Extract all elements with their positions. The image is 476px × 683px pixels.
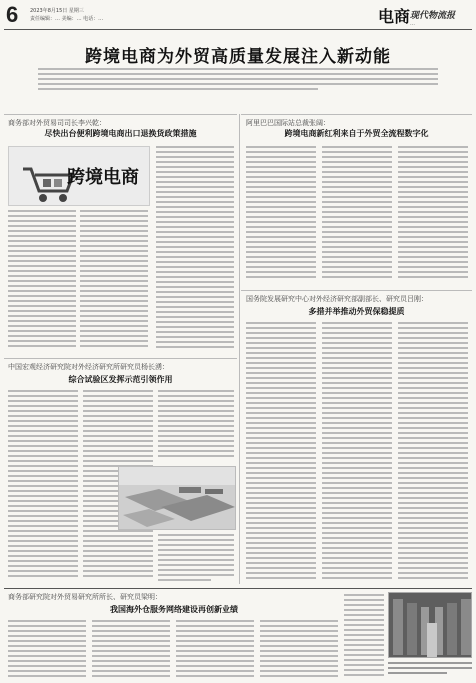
article-4-title: 综合试验区发挥示范引领作用 [68,375,173,384]
article-5-kicker: 商务部研究院对外贸易研究所所长、研究员梁明： [8,593,162,601]
article-4-col-1 [8,390,78,584]
article-2-col-1 [246,146,316,284]
article-2-kicker: 阿里巴巴国际站总裁张阔： [246,119,330,127]
warehouse-image [388,592,472,658]
column-divider [239,114,240,584]
paper-name: 现代物流报 [410,11,456,21]
masthead-rule [4,29,472,30]
warehouse-caption [388,662,472,680]
article-4-kicker: 中国宏观经济研究院对外经济研究所研究员杨长湧： [8,363,169,371]
divider [4,114,237,115]
article-3-col-1 [246,322,316,584]
article-5-col-1 [8,620,86,680]
article-3-col-3 [398,322,468,584]
code-line: … [410,21,415,27]
cross-border-image [8,146,150,206]
article-1-col-2 [80,210,148,352]
divider [241,114,472,115]
article-4-col-3 [158,390,234,462]
section-title: 电商 [378,7,411,26]
editor-line: 责任编辑：… 美编：… 电话：… [30,16,104,22]
article-4-col-3b [158,534,234,584]
article-1-col-3 [156,146,234,352]
main-headline: 跨境电商为外贸高质量发展注入新动能 [85,47,391,67]
article-3-title: 多措并举推动外贸保稳提质 [308,307,405,316]
masthead [0,0,476,30]
bottom-rule [4,588,472,589]
divider [4,358,237,359]
article-5-col-5 [344,594,384,680]
article-2-col-3 [398,146,468,284]
article-5-col-2 [92,620,170,680]
date-line: 2023年8月15日 星期三 [30,8,84,14]
article-5-col-3 [176,620,254,680]
article-3-col-2 [322,322,392,584]
article-2-title: 跨境电商新红利来自于外贸全流程数字化 [284,129,429,138]
article-3-kicker: 国务院发展研究中心对外经济研究部副部长、研究员吕刚： [246,295,428,303]
article-1-title: 尽快出台便利跨境电商出口退换货政策措施 [44,129,197,138]
article-5-title: 我国海外仓服务网络建设再创新业绩 [110,605,238,614]
intro-text [38,68,438,110]
article-1-col-1 [8,210,76,352]
logistics-park-image [118,466,236,530]
article-1-kicker: 商务部对外贸易司司长李兴乾： [8,119,106,127]
article-5-col-4 [260,620,338,680]
divider [241,290,472,291]
article-2-col-2 [322,146,392,284]
image-caption-text: 跨境电商 [67,167,139,188]
page-number: 6 [6,2,19,27]
